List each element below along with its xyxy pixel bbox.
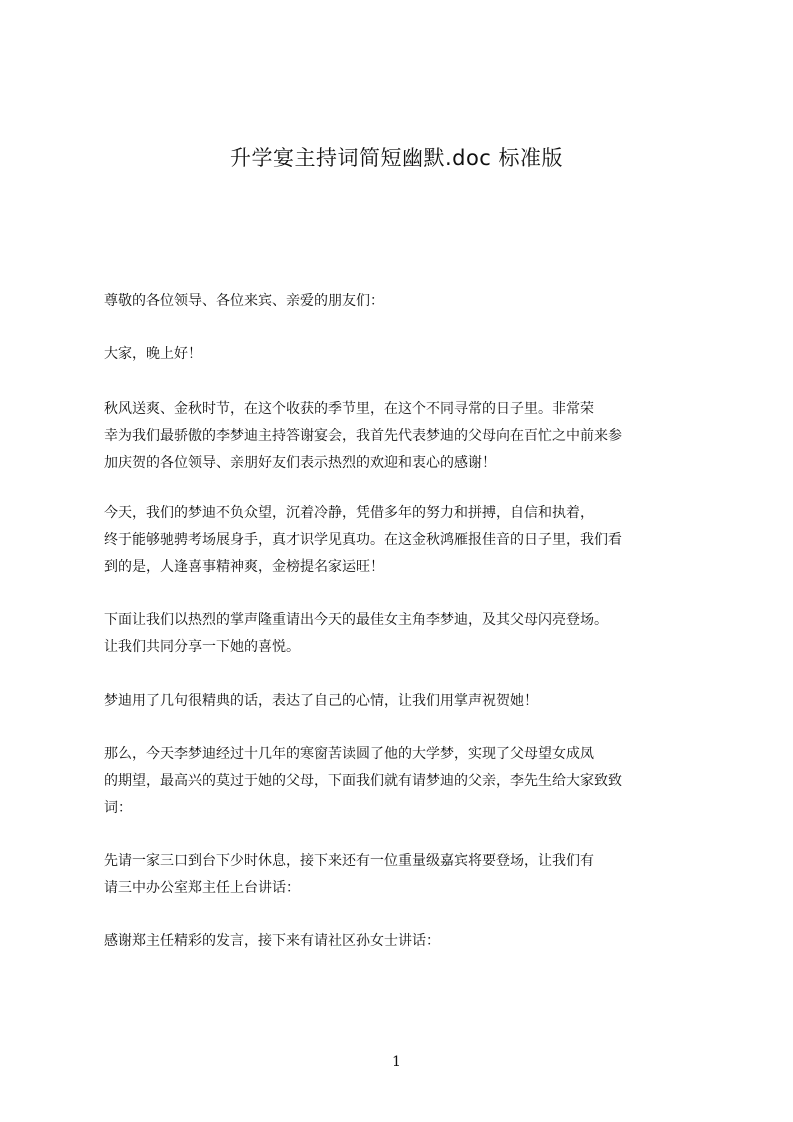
text-line: 的期望，最高兴的莫过于她的父母，下面我们就有请梦迪的父亲，李先生给大家致致 [104,773,622,789]
text-line: 让我们共同分享一下她的喜悦。 [104,639,300,655]
paragraph-opening [104,396,714,477]
paragraph-thanks [104,928,714,955]
text-line: 秋风送爽、金秋时节，在这个收获的季节里，在这个不同寻常的日子里。非常荣 [104,401,594,417]
paragraph-guest-speech [104,848,714,902]
text-line: 那么，今天李梦迪经过十几年的寒窗苦读圆了他的大学梦，实现了父母望女成凤 [104,746,594,762]
text-line: 今天，我们的梦迪不负众望，沉着冷静，凭借多年的努力和拼搏，自信和执着， [104,505,594,521]
text-line: 大家，晚上好！ [104,346,202,362]
text-line: 加庆贺的各位领导、亲朋好友们表示热烈的欢迎和衷心的感谢！ [104,455,496,471]
text-line: 先请一家三口到台下少时休息，接下来还有一位重量级嘉宾将要登场，让我们有 [104,853,594,869]
text-line: 尊敬的各位领导、各位来宾、亲爱的朋友们： [104,293,384,309]
text-line: 请三中办公室郑主任上台讲话： [104,880,300,896]
text-line: 到的是，人逢喜事精神爽，金榜提名家运旺！ [104,559,384,575]
text-line: 词： [104,800,132,816]
paragraph-applause [104,688,714,715]
text-line: 感谢郑主任精彩的发言，接下来有请社区孙女士讲话： [104,933,440,949]
paragraph-achievement [104,500,714,581]
text-line: 下面让我们以热烈的掌声隆重请出今天的最佳女主角李梦迪，及其父母闪亮登场。 [104,612,608,628]
paragraph-father-speech [104,741,714,822]
paragraph-introduction [104,607,714,661]
text-line: 梦迪用了几句很精典的话，表达了自己的心情，让我们用掌声祝贺她！ [104,693,538,709]
text-line: 终于能够驰骋考场展身手，真才识学见真功。在这金秋鸿雁报佳音的日子里，我们看 [104,532,622,548]
paragraph-good-evening [104,341,714,368]
paragraph-greeting [104,288,714,315]
text-line: 幸为我们最骄傲的李梦迪主持答谢宴会，我首先代表梦迪的父母向在百忙之中前来参 [104,428,622,444]
page-number: 1 [392,1054,401,1070]
document-title: 升学宴主持词简短幽默.doc 标准版 [229,146,564,170]
